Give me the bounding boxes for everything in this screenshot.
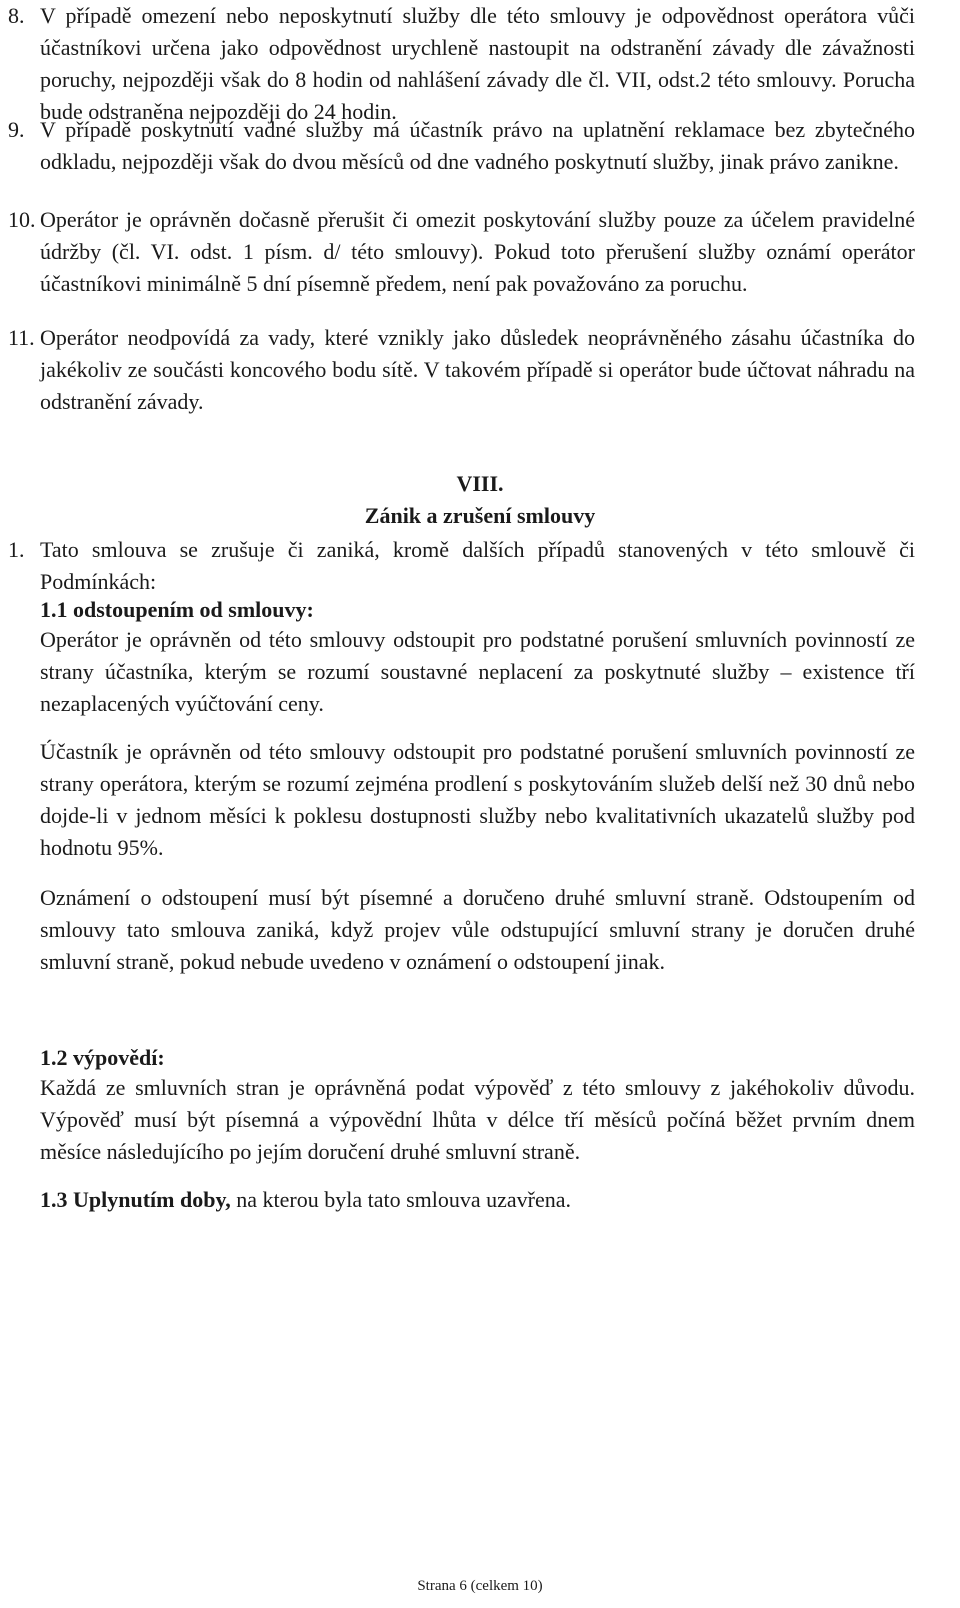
paragraph: Oznámení o odstoupení musí být písemné a doručeno druhé smluvní straně. Odstoupením od smlouvy tato smlouva zaniká, když projev vůle odstupující smluvní strany je doručen druhé smluvní straně, pokud nebude uvedeno v oznámení o odstoupení jinak. [40, 885, 915, 974]
section-title: Zánik a zrušení smlouvy [364, 503, 596, 528]
item-number: 8. [8, 3, 25, 28]
item-number: 10. [8, 207, 36, 232]
list-item-9 [0, 114, 915, 178]
item-text: Tato smlouva se zrušuje či zaniká, kromě dalších případů stanovených v této smlouvě či Podmínkách: [40, 537, 915, 594]
item-text: Operátor neodpovídá za vady, které vznikly jako důsledek neoprávněného zásahu účastníka do jakékoliv ze součásti koncového bodu sítě. V takovém případě si operátor bude účtovat náhradu na odstranění závady. [40, 325, 915, 414]
paragraph: Každá ze smluvních stran je oprávněná podat výpověď z této smlouvy z jakéhokoliv důvodu. Výpověď musí být písemná a výpovědní lhůta v délce tří měsíců počíná běžet prvním dnem měsíce následujícího po jejím doručení druhé smluvní straně. [40, 1075, 915, 1164]
subsection-heading-1-1: 1.1 odstoupením od smlouvy: [40, 597, 314, 622]
subsection-1-3 [40, 1184, 915, 1216]
subsection-text: na kterou byla tato smlouva uzavřena. [230, 1187, 572, 1212]
paragraph: Operátor je oprávněn od této smlouvy odstoupit pro podstatné porušení smluvních povinností ze strany účastníka, kterým se rozumí soustavné neplacení za poskytnuté služby – existence tří nezaplacených vyúčtování ceny. [40, 627, 915, 716]
list-item-10 [0, 204, 915, 300]
subsection-heading-1-2: 1.2 výpovědí: [40, 1045, 165, 1070]
item-text: V případě poskytnutí vadné služby má účastník právo na uplatnění reklamace bez zbytečného odkladu, nejpozději však do dvou měsíců od dne vadného poskytnutí služby, jinak právo zanikne. [40, 117, 915, 174]
page-footer: Strana 6 (celkem 10) [417, 1578, 543, 1594]
list-item-8 [0, 0, 915, 128]
item-number: 11. [8, 325, 35, 350]
item-text: Operátor je oprávněn dočasně přerušit či omezit poskytování služby pouze za účelem pravidelné údržby (čl. VI. odst. 1 písm. d/ této smlouvy). Pokud toto přerušení služby oznámí operátor účastníkovi minimálně 5 dní písemně předem, není pak považováno za poruchu. [40, 207, 915, 296]
subsection-heading-1-3: 1.3 Uplynutím doby, [40, 1187, 231, 1212]
item-number: 9. [8, 117, 25, 142]
section-number: VIII. [456, 471, 504, 496]
item-number: 1. [8, 537, 25, 562]
list-item-11 [0, 322, 915, 418]
clause-1 [0, 534, 915, 598]
item-text: V případě omezení nebo neposkytnutí služby dle této smlouvy je odpovědnost operátora vůči účastníkovi určena jako odpovědnost urychleně nastoupit na odstranění závady dle závažnosti poruchy, nejpozději však do 8 hodin od nahlášení závady dle čl. VII, odst.2 této smlouvy. Porucha bude odstraněna nejpozději do 24 hodin. [40, 3, 915, 124]
paragraph: Účastník je oprávněn od této smlouvy odstoupit pro podstatné porušení smluvních povinností ze strany operátora, kterým se rozumí zejména prodlení s poskytováním služeb delší než 30 dnů nebo dojde-li v jednom měsíci k poklesu dostupnosti služby nebo kvalitativních ukazatelů služby pod hodnotu 95%. [40, 739, 915, 860]
